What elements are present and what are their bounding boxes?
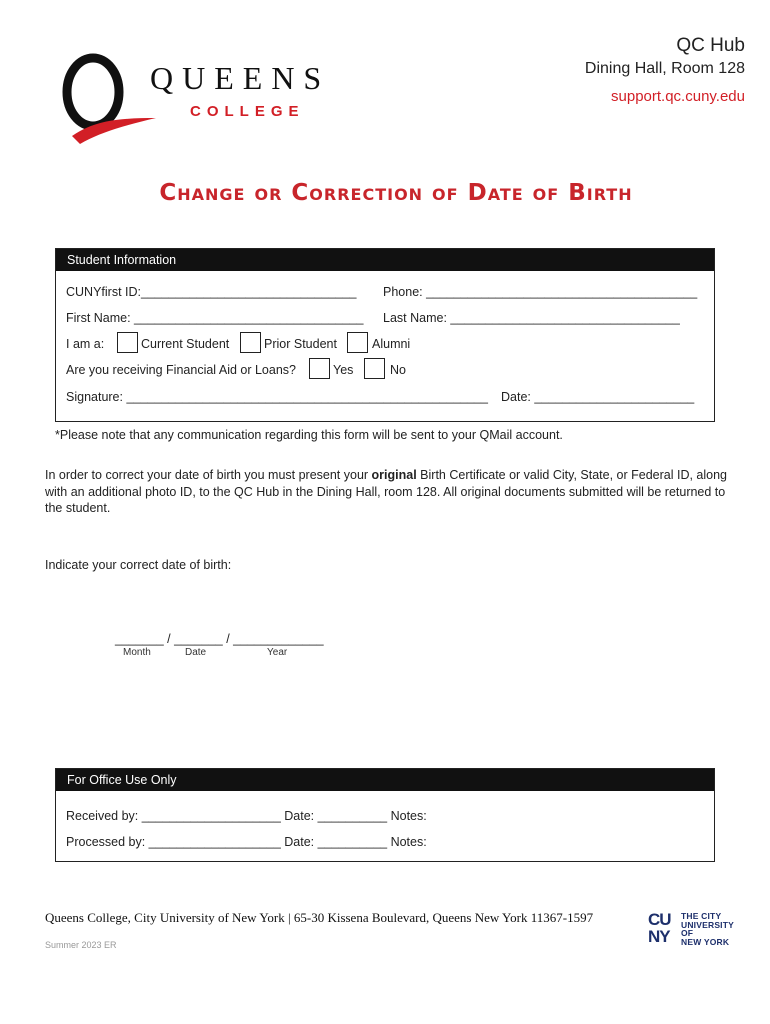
processed-by-row[interactable]: Processed by: ___________________ Date: __________ Notes: <box>66 835 427 849</box>
financial-aid-question: Are you receiving Financial Aid or Loans? <box>66 363 296 377</box>
alumni-checkbox[interactable] <box>347 332 368 353</box>
financial-aid-no-checkbox[interactable] <box>364 358 385 379</box>
cuny-logo-text <box>681 912 734 946</box>
last-name-field[interactable]: Last Name: _________________________________ <box>383 311 680 325</box>
phone-field[interactable]: Phone: _______________________________________ <box>383 285 698 299</box>
cuny-logo-mark <box>648 910 682 944</box>
form-title: Change or Correction of Date of Birth <box>159 180 633 206</box>
footer-address: Queens College, City University of New York | 65-30 Kissena Boulevard, Queens New York 11367-1597 <box>45 910 594 925</box>
svg-text:NY: NY <box>648 927 670 944</box>
financial-aid-yes-label: Yes <box>333 363 354 377</box>
current-student-label: Current Student <box>141 337 230 351</box>
logo-college-text: COLLEGE <box>190 103 305 120</box>
instructions-text-start: In order to correct your date of birth you must present your <box>45 468 372 482</box>
office-use-header: For Office Use Only <box>56 769 714 791</box>
cuny-logo-line2: UNIVERSITY <box>681 919 735 930</box>
support-link[interactable]: support.qc.cuny.edu <box>611 88 745 105</box>
instructions-bold-original: original <box>371 468 417 482</box>
financial-aid-no-label: No <box>390 363 406 377</box>
dob-month-label: Month <box>123 647 151 658</box>
prior-student-checkbox[interactable] <box>240 332 261 353</box>
signature-date-field[interactable]: Date: _______________________ <box>501 390 695 404</box>
instructions-paragraph <box>45 467 735 517</box>
cuny-logo-line4: NEW YORK <box>681 936 730 947</box>
first-name-field[interactable]: First Name: _________________________________ <box>66 311 364 325</box>
i-am-a-label: I am a: <box>66 337 105 351</box>
student-information-header: Student Information <box>56 249 714 271</box>
dob-label: Indicate your correct date of birth: <box>45 558 232 572</box>
queens-college-q-logo <box>60 48 160 148</box>
svg-text:CU: CU <box>648 910 671 929</box>
instructions-text-end: Birth Certificate or valid City, State, or Federal ID, along with an additional photo ID, to the QC Hub in the Dining Hall, room 128. All original documents submitted will be returned to the student. <box>45 468 728 515</box>
signature-field[interactable]: Signature: ____________________________________________________ <box>66 390 488 404</box>
alumni-label: Alumni <box>372 337 411 351</box>
cunyfirst-id-field[interactable]: CUNYfirst ID:_______________________________ <box>66 285 357 299</box>
financial-aid-yes-checkbox[interactable] <box>309 358 330 379</box>
dob-day-label: Date <box>185 647 207 658</box>
office-address: Dining Hall, Room 128 <box>584 60 745 77</box>
qmail-note: *Please note that any communication regarding this form will be sent to your QMail account. <box>55 428 563 442</box>
cuny-logo-line3: OF <box>681 928 694 938</box>
current-student-checkbox[interactable] <box>117 332 138 353</box>
received-by-row[interactable]: Received by: ____________________ Date: __________ Notes: <box>66 809 427 823</box>
cuny-logo-line1: THE CITY <box>681 911 722 921</box>
logo-queens-text: QUEENS <box>150 60 331 96</box>
dob-year-label: Year <box>267 647 288 658</box>
prior-student-label: Prior Student <box>264 337 337 351</box>
dob-input-line[interactable]: _______ / _______ / _____________ <box>115 632 324 646</box>
form-version: Summer 2023 ER <box>45 940 117 950</box>
office-name: QC Hub <box>676 35 745 56</box>
